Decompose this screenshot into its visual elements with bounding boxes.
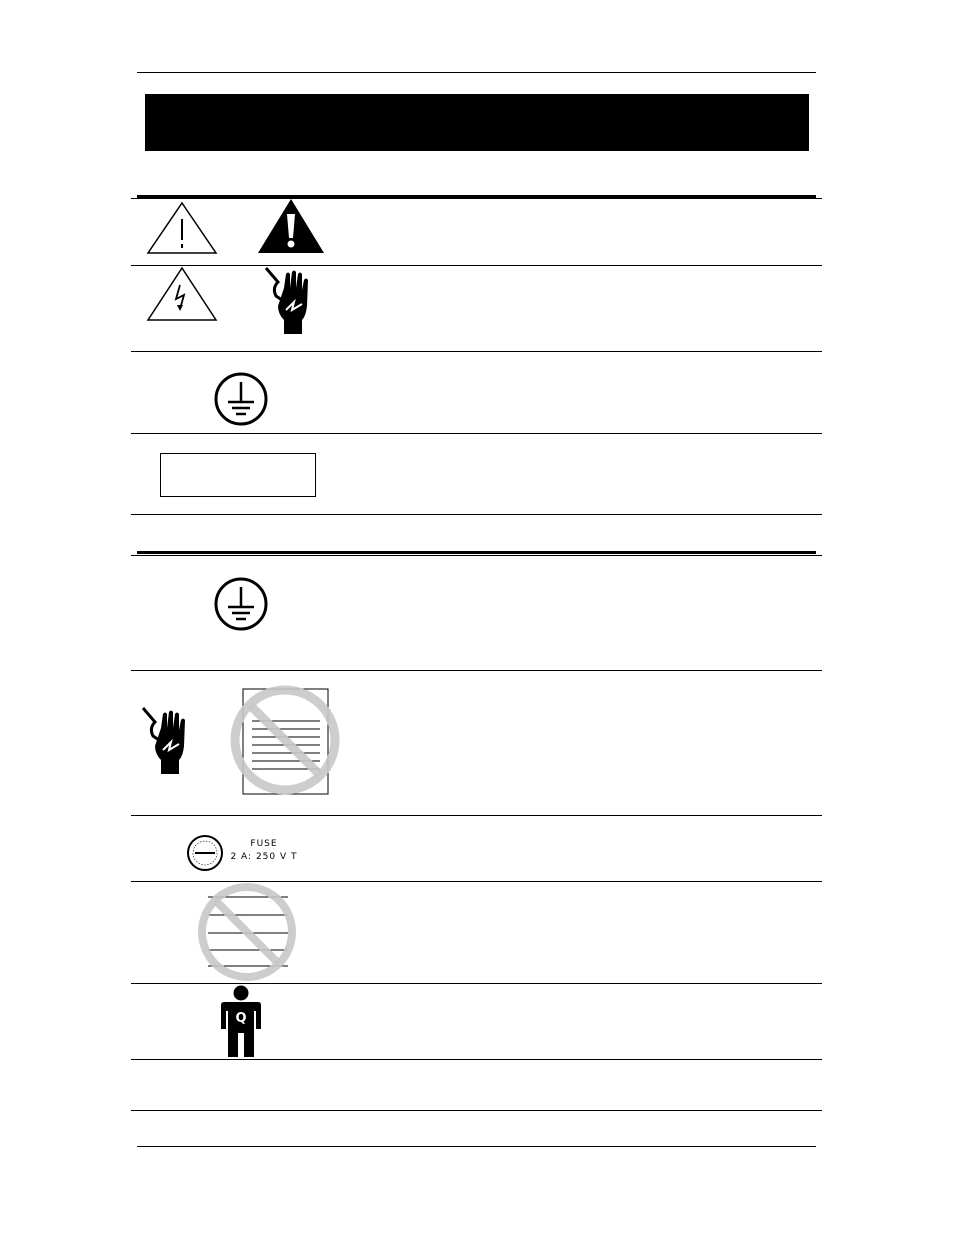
title-banner [145,94,809,151]
caution-outline-icon [145,200,219,256]
fuse-icon [186,834,224,872]
label-box [160,453,316,497]
table2-row-rule [131,881,822,882]
table1-row-rule [131,433,822,434]
table2-top-rule [137,551,816,554]
footer-rule [137,1146,816,1147]
qualified-person-letter: Q [235,1011,247,1026]
table2-row-rule [131,555,822,556]
fuse-title: FUSE [250,839,278,849]
no-stacking-icon [196,885,300,985]
table1-row-rule [131,351,822,352]
fuse-label [222,838,306,864]
table1-row-rule [131,198,822,199]
protective-earth-icon [213,371,269,427]
fuse-rating: 2 A: 250 V T [230,852,298,862]
protective-earth-icon [213,576,269,632]
no-vent-cover-icon [228,685,344,797]
hand-shock-icon [139,706,199,776]
qualified-person-icon [218,985,264,1059]
table2-row-rule [131,670,822,671]
table2-row-rule [131,1110,822,1111]
hand-shock-icon [262,266,322,336]
electric-shock-triangle-icon [145,265,219,323]
table2-row-rule [131,815,822,816]
table2-row-rule [131,1059,822,1060]
caution-filled-icon [257,198,325,254]
table1-row-rule [131,265,822,266]
table1-row-rule [131,514,822,515]
header-rule [137,72,816,73]
